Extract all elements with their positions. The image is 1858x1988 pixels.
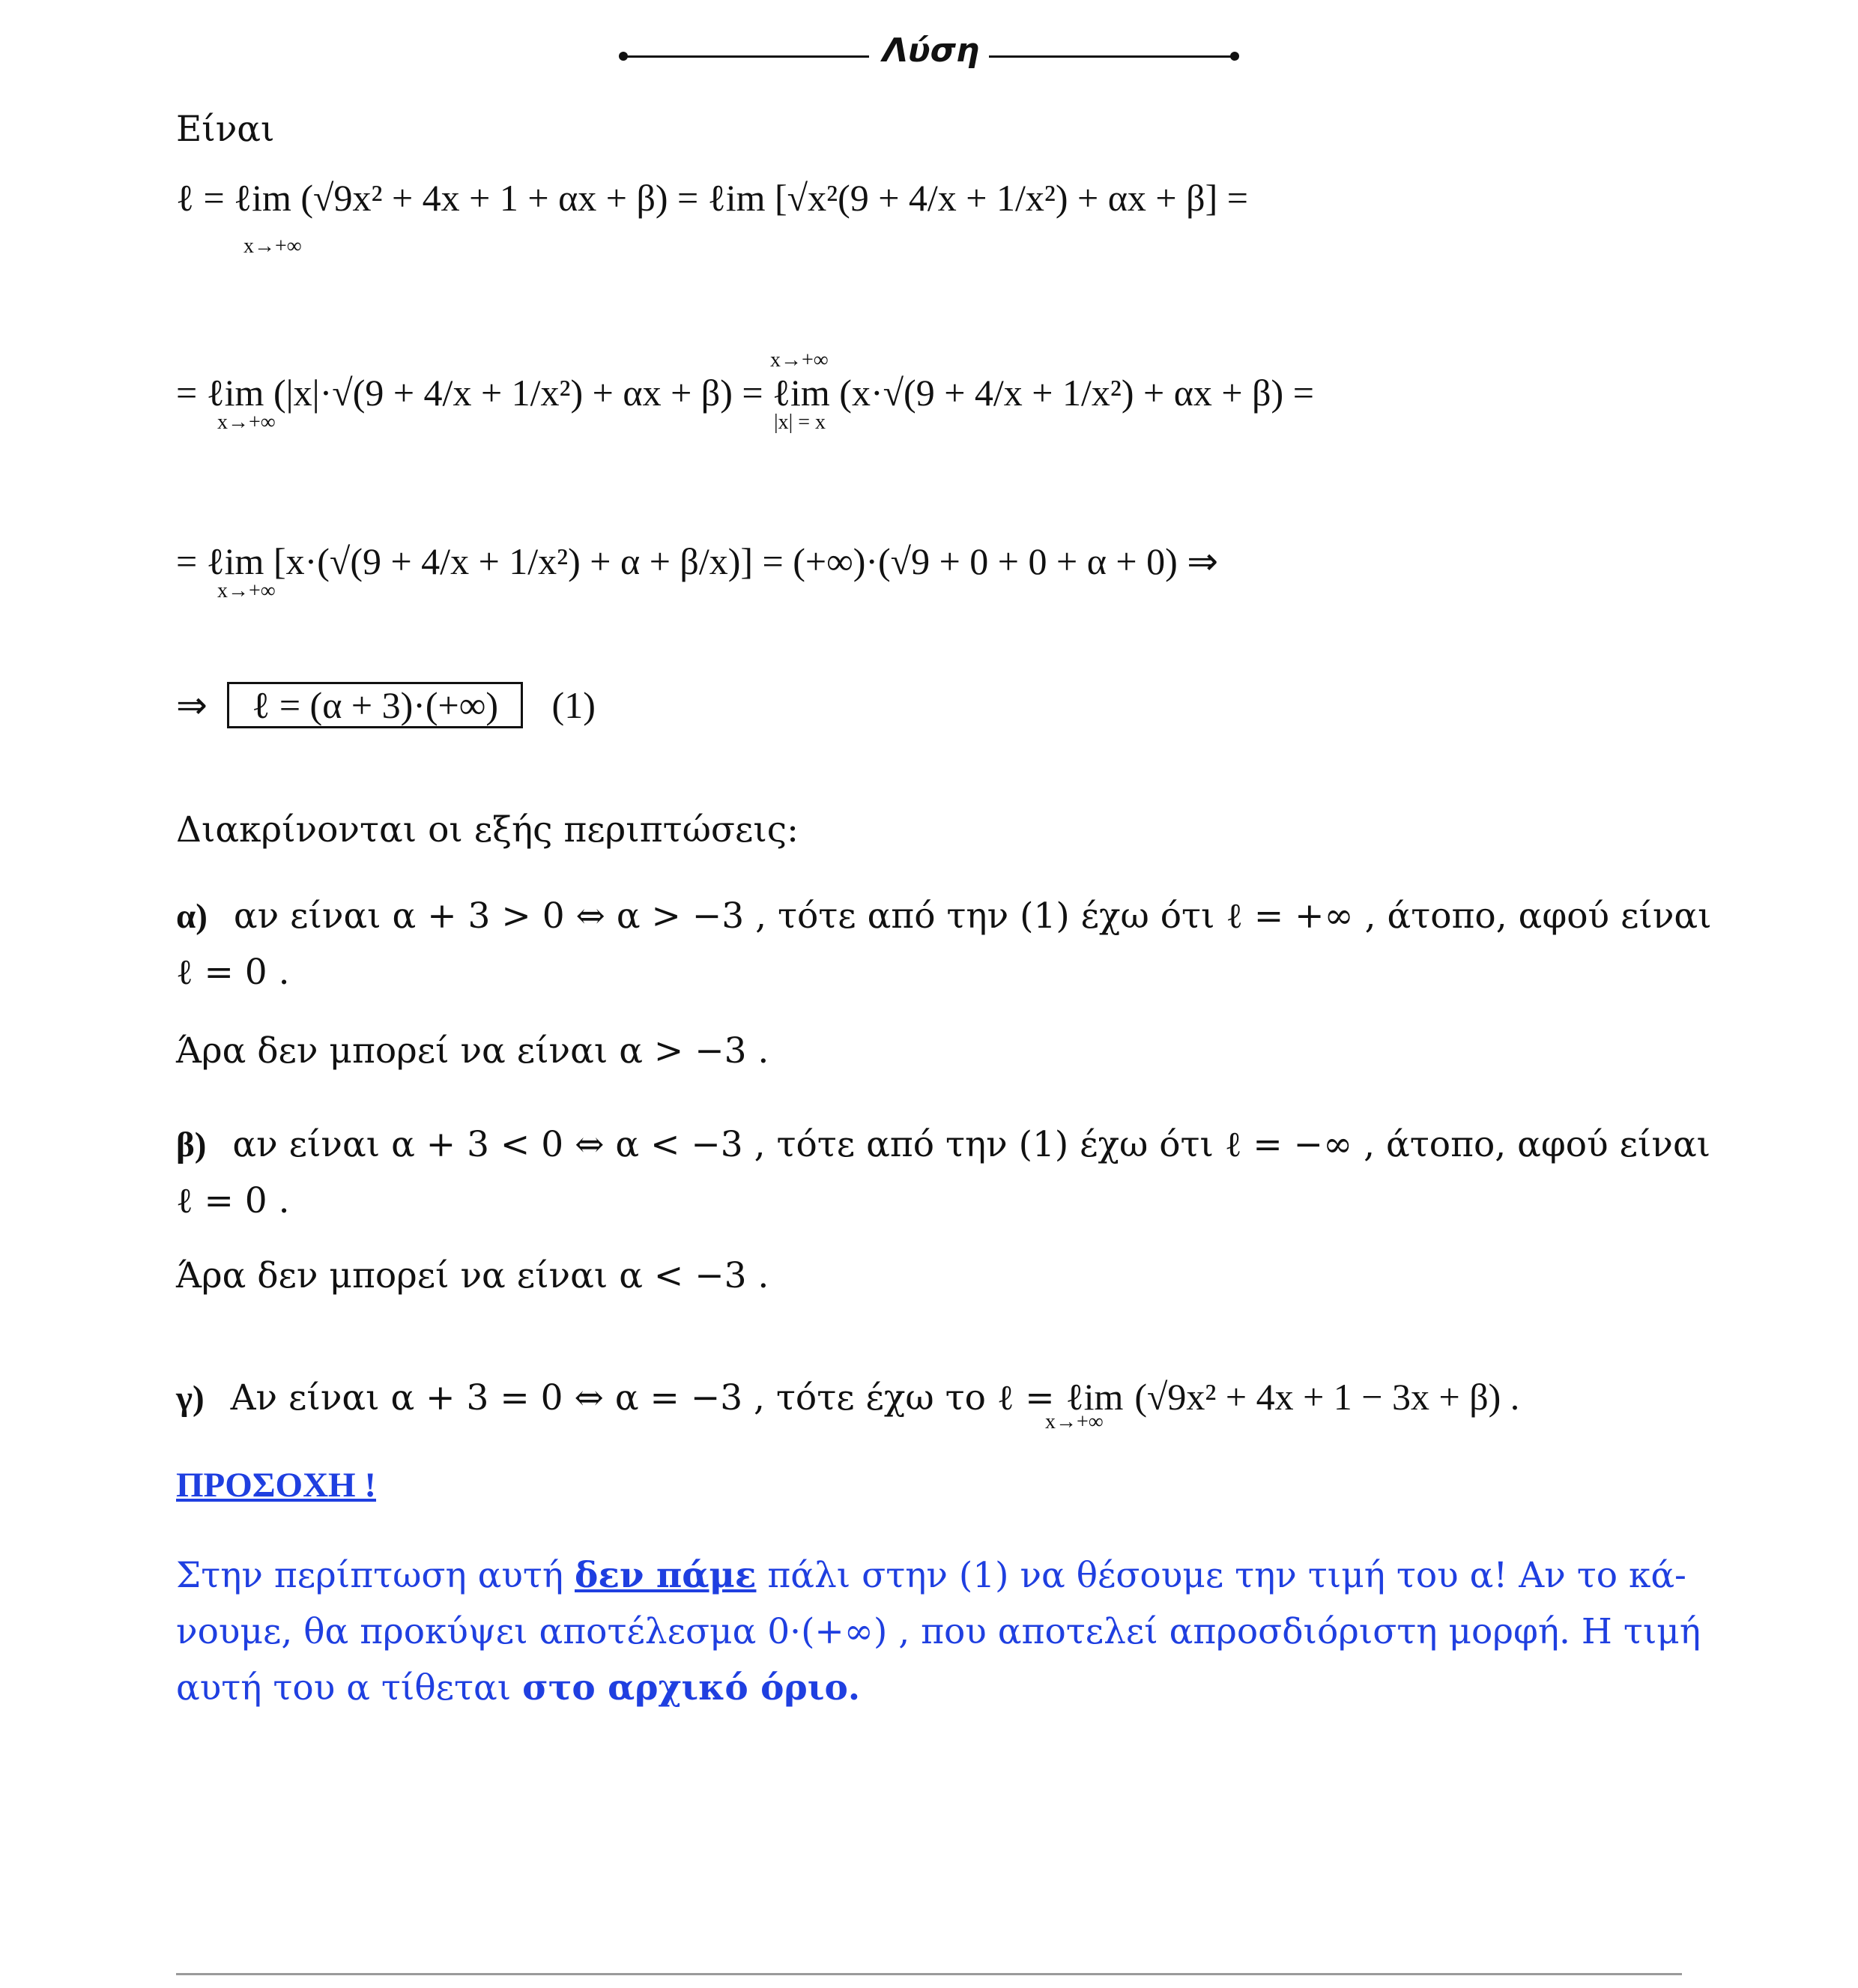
equation-3 (176, 540, 1218, 583)
case-a-line2: ℓ = 0 . (176, 952, 290, 993)
eq2-limit-subscript: x→+∞ (217, 411, 276, 434)
eq3-eq: = (176, 540, 207, 582)
case-c-text: Αν είναι α + 3 = 0 ⇔ α = −3 , τότε έχω το ℓ = (230, 1377, 1066, 1419)
eq1-lim-2: ℓim (707, 177, 766, 219)
eq2-lim: ℓim (206, 372, 264, 414)
eq2-eq: = (176, 372, 207, 414)
case-a-conclusion: Άρα δεν μπορεί να είναι α > −3 . (176, 1030, 769, 1072)
footer-divider (176, 1973, 1682, 1975)
header-dot-right (1230, 52, 1239, 61)
cases-intro: Διακρίνονται οι εξής περιπτώσεις: (176, 809, 799, 851)
eq3-limit-subscript: x→+∞ (217, 579, 276, 602)
intro-text: Είναι (176, 109, 275, 150)
case-c-label: γ) (176, 1379, 205, 1418)
eq1-lim: ℓim (234, 177, 291, 219)
eq2-rel: = (742, 372, 763, 414)
eq4-arrow: ⇒ (176, 684, 208, 726)
case-b-text: αν είναι α + 3 < 0 ⇔ α < −3 , τότε από την (1) έχω ότι ℓ = −∞ , άτοπο, αφού είναι (232, 1124, 1711, 1165)
attention-line3 (176, 1667, 860, 1708)
equation-4 (176, 683, 596, 727)
case-c-limit-subscript: x→+∞ (1045, 1410, 1104, 1433)
eq2-part1: (|x|·√(9 + 4/x + 1/x²) + αx + β) (273, 372, 733, 414)
case-a-text: αν είναι α + 3 > 0 ⇔ α > −3 , τότε από την (1) έχω ότι ℓ = +∞ , άτοπο, αφού είναι (233, 895, 1712, 937)
case-c-lim: ℓim (1065, 1376, 1124, 1418)
eq3-lim: ℓim (206, 540, 264, 582)
attention-p1-start: Στην περίπτωση αυτή (176, 1555, 575, 1596)
eq2-lim-2: ℓim (772, 372, 830, 414)
case-b-conclusion: Άρα δεν μπορεί να είναι α < −3 . (176, 1255, 769, 1296)
attention-line1 (176, 1555, 1686, 1596)
section-header (622, 31, 1236, 76)
attention-title: ΠΡΟΣΟΧΗ ! (176, 1466, 377, 1505)
attention-line2: νουμε, θα προκύψει αποτέλεσμα 0·(+∞) , που αποτελεί απροσδιόριστη μορφή. Η τιμή (176, 1611, 1701, 1652)
case-b-line2: ℓ = 0 . (176, 1180, 290, 1221)
eq2-relation-over: x→+∞ (770, 348, 829, 372)
eq4-tag: (1) (551, 684, 596, 726)
eq2-part2: (x·√(9 + 4/x + 1/x²) + αx + β) = (839, 372, 1314, 414)
case-a-line1 (176, 895, 1712, 937)
eq1-part1: (√9x² + 4x + 1 + αx + β) = (300, 177, 708, 219)
case-b-label: β) (176, 1126, 207, 1164)
eq1-part2: [√x²(9 + 4/x + 1/x²) + αx + β] = (774, 177, 1248, 219)
equation-1 (176, 176, 1248, 220)
case-c-expr: (√9x² + 4x + 1 − 3x + β) . (1134, 1376, 1520, 1418)
case-b-line1 (176, 1124, 1710, 1165)
header-rule-left (622, 55, 869, 58)
boxed-result: ℓ = (α + 3)·(+∞) (227, 682, 523, 728)
case-c-line (176, 1375, 1519, 1419)
attention-p3-emph: στο αρχικό όριο. (522, 1667, 861, 1708)
attention-p1-end: πάλι στην (1) να θέσουμε την τιμή του α! Αν το κά- (756, 1555, 1686, 1596)
eq1-limit-subscript: x→+∞ (243, 235, 302, 258)
attention-p3-start: αυτή του α τίθεται (176, 1667, 523, 1708)
header-rule-right (989, 55, 1236, 58)
equation-2 (176, 371, 1314, 414)
section-title: Λύση (882, 31, 980, 70)
eq3-part1: [x·(√(9 + 4/x + 1/x²) + α + β/x)] = (+∞)·(√9 + 0 + 0 + α + 0) ⇒ (273, 540, 1219, 582)
eq1-lhs: ℓ = (176, 177, 234, 219)
eq2-relation-under: |x| = x (774, 411, 826, 434)
attention-p1-emph: δεν πάμε (575, 1555, 757, 1596)
case-a-label: α) (176, 897, 208, 936)
